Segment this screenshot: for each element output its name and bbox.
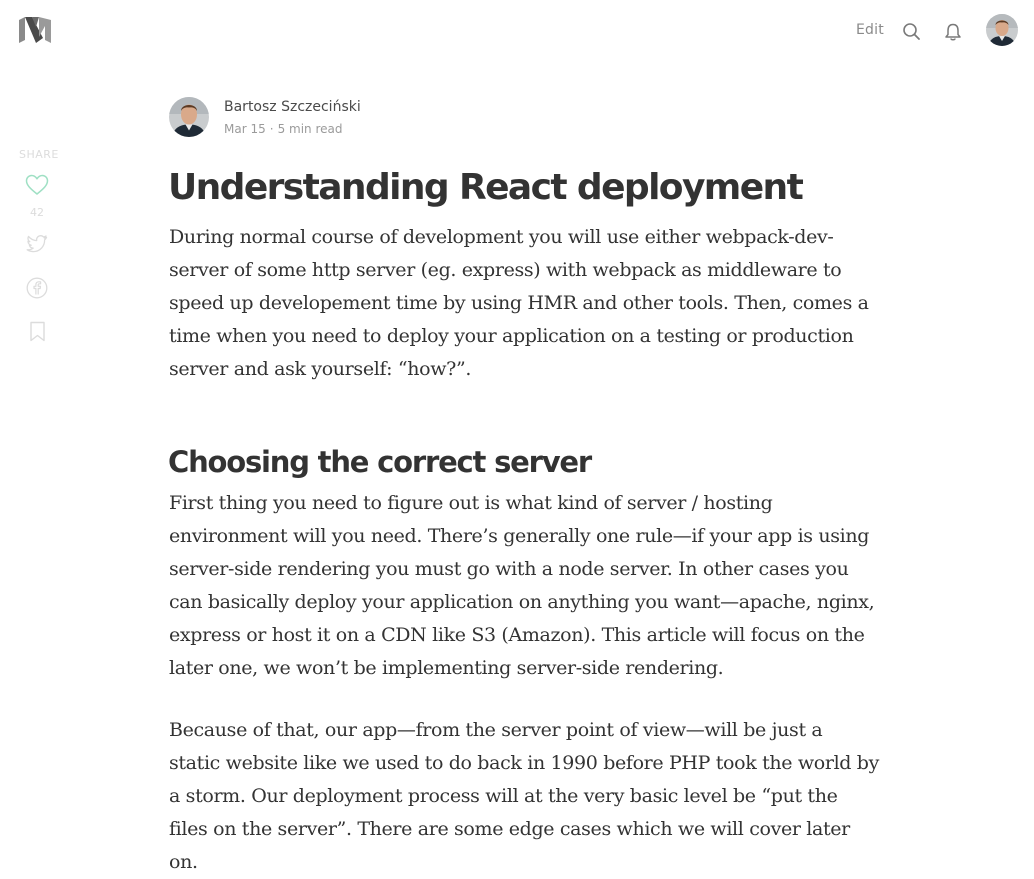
post-meta <box>224 122 342 136</box>
edit-link[interactable]: Edit <box>856 22 884 38</box>
body-paragraph: First thing you need to figure out is what kind of server / hosting environment will you need. There’s generally one rule—if your app is using server-side rendering you must go with a node server. In other cases you can basically deploy your application on anything you want—apache, nginx, express or host it on a CDN like S3 (Amazon). This article will focus on the later one, we won’t be implementing server-side rendering. <box>169 492 875 679</box>
twitter-icon[interactable] <box>26 234 48 254</box>
post-date: Mar 15 <box>224 122 266 136</box>
heart-icon[interactable] <box>25 174 49 196</box>
intro-paragraph: During normal course of development you will use either webpack-dev-server of some http server (eg. express) with webpack as middleware to speed up developement time by using HMR and other tools. Then, comes a time when you need to deploy your application on a testing or production server and ask yourself: “how?”. <box>169 226 869 380</box>
share-label: SHARE <box>19 148 59 161</box>
author-avatar[interactable] <box>169 97 209 137</box>
section-heading: Choosing the correct server <box>168 445 591 479</box>
bell-icon[interactable] <box>943 22 963 42</box>
user-avatar[interactable] <box>986 14 1018 46</box>
bookmark-icon[interactable] <box>29 321 46 342</box>
author-name[interactable]: Bartosz Szczeciński <box>224 99 361 115</box>
like-count[interactable]: 42 <box>30 206 44 219</box>
article-body <box>169 165 879 879</box>
search-icon[interactable] <box>902 22 922 42</box>
read-time: 5 min read <box>277 122 343 136</box>
meta-separator: · <box>269 122 274 136</box>
article-title: Understanding React deployment <box>168 167 803 208</box>
top-navigation <box>0 0 1034 60</box>
medium-logo[interactable] <box>19 17 51 43</box>
body-paragraph: Because of that, our app—from the server point of view—will be just a static website like we used to do back in 1990 before PHP took the world by a storm. Our deployment process will at the very basic level be “put the files on the server”. There are some edge cases which we will cover later on. <box>169 719 879 873</box>
facebook-icon[interactable] <box>26 277 48 299</box>
